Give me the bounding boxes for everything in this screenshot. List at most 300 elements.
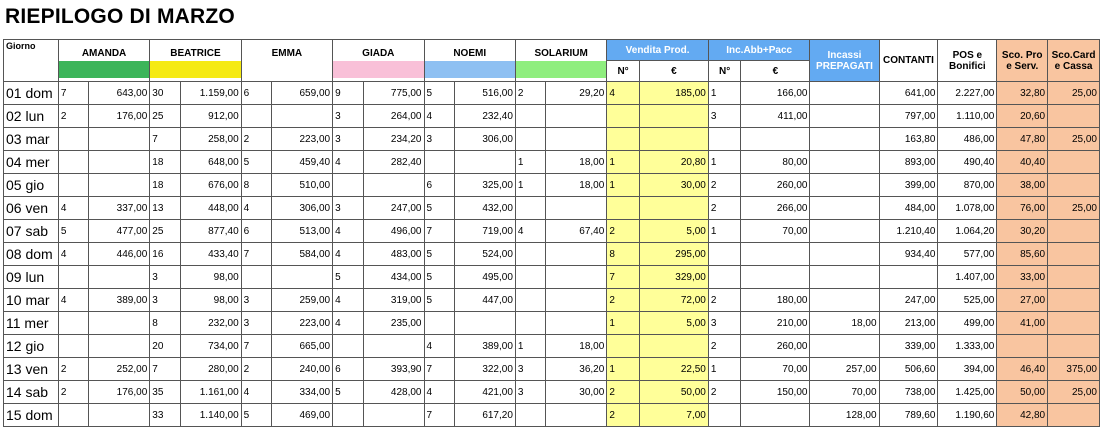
cell-giada-eur: 235,00	[363, 312, 424, 335]
cell-vendita-eur	[639, 335, 708, 358]
table-row	[4, 289, 1100, 312]
header-staff-label: EMMA	[271, 47, 303, 59]
header-staff-emma	[241, 40, 332, 82]
day-cell: 08 dom	[4, 243, 59, 266]
table-row	[4, 381, 1100, 404]
table-row	[4, 266, 1100, 289]
cell-solarium-n: 1	[515, 151, 545, 174]
header-pos-bonifici: POS e Bonifici	[938, 40, 997, 82]
cell-solarium-n: 3	[515, 381, 545, 404]
cell-noemi-n: 7	[424, 220, 454, 243]
cell-sco-pro-serv: 42,80	[997, 404, 1048, 427]
header-inc-abb-pacc: Inc.Abb+Pacc	[708, 40, 810, 61]
cell-incabb-n: 2	[708, 197, 741, 220]
cell-giada-eur: 483,00	[363, 243, 424, 266]
cell-incassi-prepagati: 18,00	[810, 312, 879, 335]
cell-sco-card-cassa	[1048, 289, 1100, 312]
cell-emma-n: 7	[241, 243, 271, 266]
cell-noemi-n: 4	[424, 105, 454, 128]
cell-amanda-n	[58, 128, 88, 151]
cell-incabb-eur	[741, 404, 810, 427]
cell-solarium-eur	[546, 312, 607, 335]
cell-beatrice-n: 33	[150, 404, 180, 427]
cell-beatrice-eur: 1.140,00	[180, 404, 241, 427]
cell-incabb-eur: 260,00	[741, 335, 810, 358]
cell-giada-n: 4	[333, 289, 363, 312]
cell-sco-pro-serv: 20,60	[997, 105, 1048, 128]
table-row	[4, 312, 1100, 335]
cell-amanda-eur: 477,00	[89, 220, 150, 243]
header-vendita-prod: Vendita Prod.	[607, 40, 709, 61]
cell-emma-n	[241, 105, 271, 128]
cell-incassi-prepagati	[810, 128, 879, 151]
cell-incabb-n	[708, 243, 741, 266]
cell-sco-card-cassa: 25,00	[1048, 128, 1100, 151]
day-cell: 09 lun	[4, 266, 59, 289]
cell-beatrice-n: 13	[150, 197, 180, 220]
cell-beatrice-n: 20	[150, 335, 180, 358]
cell-noemi-eur: 306,00	[454, 128, 515, 151]
cell-giada-eur: 496,00	[363, 220, 424, 243]
cell-solarium-n: 4	[515, 220, 545, 243]
cell-contanti: 797,00	[879, 105, 938, 128]
cell-noemi-eur: 389,00	[454, 335, 515, 358]
cell-beatrice-n: 3	[150, 266, 180, 289]
cell-amanda-eur: 176,00	[89, 381, 150, 404]
cell-beatrice-eur: 98,00	[180, 266, 241, 289]
cell-noemi-n	[424, 151, 454, 174]
cell-sco-card-cassa	[1048, 335, 1100, 358]
cell-pos-bonifici: 1.110,00	[938, 105, 997, 128]
cell-giada-eur: 393,90	[363, 358, 424, 381]
cell-giada-n	[333, 335, 363, 358]
cell-sco-pro-serv: 85,60	[997, 243, 1048, 266]
cell-vendita-eur: 30,00	[639, 174, 708, 197]
cell-beatrice-eur: 433,40	[180, 243, 241, 266]
cell-amanda-n	[58, 404, 88, 427]
cell-emma-n: 4	[241, 197, 271, 220]
cell-pos-bonifici: 394,00	[938, 358, 997, 381]
cell-solarium-eur: 30,00	[546, 381, 607, 404]
cell-solarium-eur	[546, 105, 607, 128]
cell-solarium-eur: 36,20	[546, 358, 607, 381]
cell-vendita-eur: 185,00	[639, 82, 708, 105]
cell-giada-eur: 282,40	[363, 151, 424, 174]
cell-incabb-n: 3	[708, 105, 741, 128]
cell-pos-bonifici: 1.425,00	[938, 381, 997, 404]
cell-incabb-n: 3	[708, 312, 741, 335]
cell-contanti: 506,60	[879, 358, 938, 381]
cell-noemi-eur	[454, 151, 515, 174]
day-cell: 14 sab	[4, 381, 59, 404]
header-staff-noemi	[424, 40, 515, 82]
cell-noemi-eur: 495,00	[454, 266, 515, 289]
cell-pos-bonifici: 499,00	[938, 312, 997, 335]
cell-noemi-eur: 516,00	[454, 82, 515, 105]
summary-table	[3, 39, 1100, 427]
cell-vendita-n: 2	[607, 381, 640, 404]
cell-vendita-n	[607, 105, 640, 128]
table-body	[4, 82, 1100, 427]
cell-amanda-eur	[89, 335, 150, 358]
cell-noemi-n: 5	[424, 289, 454, 312]
cell-beatrice-n: 18	[150, 174, 180, 197]
cell-contanti: 339,00	[879, 335, 938, 358]
table-row	[4, 174, 1100, 197]
cell-incabb-n: 2	[708, 289, 741, 312]
cell-giada-eur	[363, 335, 424, 358]
cell-amanda-eur	[89, 266, 150, 289]
cell-pos-bonifici: 1.190,60	[938, 404, 997, 427]
cell-sco-card-cassa: 25,00	[1048, 197, 1100, 220]
cell-beatrice-n: 7	[150, 358, 180, 381]
cell-emma-eur: 223,00	[272, 128, 333, 151]
cell-vendita-n: 1	[607, 151, 640, 174]
cell-emma-n: 3	[241, 289, 271, 312]
cell-pos-bonifici: 1.407,00	[938, 266, 997, 289]
cell-sco-pro-serv: 41,00	[997, 312, 1048, 335]
table-row	[4, 220, 1100, 243]
cell-giada-eur: 234,20	[363, 128, 424, 151]
day-cell: 07 sab	[4, 220, 59, 243]
cell-solarium-n	[515, 404, 545, 427]
cell-contanti: 893,00	[879, 151, 938, 174]
cell-amanda-eur: 446,00	[89, 243, 150, 266]
cell-emma-eur: 510,00	[272, 174, 333, 197]
cell-solarium-n: 1	[515, 174, 545, 197]
day-cell: 04 mer	[4, 151, 59, 174]
cell-incabb-eur: 180,00	[741, 289, 810, 312]
cell-amanda-n: 4	[58, 289, 88, 312]
cell-contanti: 163,80	[879, 128, 938, 151]
cell-beatrice-n: 18	[150, 151, 180, 174]
cell-incabb-eur	[741, 243, 810, 266]
cell-incassi-prepagati	[810, 243, 879, 266]
day-cell: 10 mar	[4, 289, 59, 312]
cell-giada-n: 3	[333, 197, 363, 220]
cell-sco-card-cassa	[1048, 220, 1100, 243]
cell-solarium-eur	[546, 404, 607, 427]
header-incabb-n: N°	[708, 61, 741, 82]
cell-incabb-eur: 70,00	[741, 358, 810, 381]
cell-incabb-n: 1	[708, 358, 741, 381]
cell-sco-pro-serv: 27,00	[997, 289, 1048, 312]
table-row	[4, 105, 1100, 128]
cell-incabb-n: 2	[708, 335, 741, 358]
cell-incabb-n: 1	[708, 220, 741, 243]
staff-color-bar	[59, 61, 149, 78]
cell-emma-eur	[272, 266, 333, 289]
cell-amanda-n	[58, 312, 88, 335]
cell-contanti: 789,60	[879, 404, 938, 427]
cell-solarium-eur: 29,20	[546, 82, 607, 105]
cell-pos-bonifici: 1.333,00	[938, 335, 997, 358]
cell-giada-n: 4	[333, 220, 363, 243]
cell-sco-card-cassa	[1048, 243, 1100, 266]
cell-giada-n: 3	[333, 128, 363, 151]
cell-amanda-n: 5	[58, 220, 88, 243]
cell-incassi-prepagati: 257,00	[810, 358, 879, 381]
cell-sco-pro-serv: 47,80	[997, 128, 1048, 151]
cell-noemi-n: 5	[424, 82, 454, 105]
cell-vendita-n: 4	[607, 82, 640, 105]
staff-color-bar	[516, 61, 606, 78]
cell-solarium-n	[515, 105, 545, 128]
cell-sco-pro-serv: 50,00	[997, 381, 1048, 404]
cell-sco-pro-serv: 40,40	[997, 151, 1048, 174]
cell-vendita-eur: 50,00	[639, 381, 708, 404]
cell-noemi-n: 7	[424, 358, 454, 381]
cell-amanda-eur: 176,00	[89, 105, 150, 128]
cell-vendita-eur: 20,80	[639, 151, 708, 174]
day-cell: 12 gio	[4, 335, 59, 358]
cell-amanda-n: 4	[58, 243, 88, 266]
cell-noemi-eur	[454, 312, 515, 335]
cell-beatrice-n: 30	[150, 82, 180, 105]
cell-sco-card-cassa: 25,00	[1048, 381, 1100, 404]
cell-amanda-eur: 643,00	[89, 82, 150, 105]
cell-amanda-eur: 389,00	[89, 289, 150, 312]
table-row	[4, 335, 1100, 358]
header-staff-label: BEATRICE	[170, 47, 221, 59]
cell-noemi-n: 3	[424, 128, 454, 151]
cell-emma-n: 3	[241, 312, 271, 335]
cell-giada-n: 5	[333, 381, 363, 404]
cell-solarium-eur: 18,00	[546, 335, 607, 358]
cell-noemi-eur: 719,00	[454, 220, 515, 243]
cell-noemi-n: 5	[424, 266, 454, 289]
day-cell: 13 ven	[4, 358, 59, 381]
cell-sco-card-cassa	[1048, 312, 1100, 335]
cell-amanda-eur	[89, 404, 150, 427]
day-cell: 06 ven	[4, 197, 59, 220]
cell-solarium-eur	[546, 128, 607, 151]
cell-vendita-eur: 22,50	[639, 358, 708, 381]
cell-emma-n: 2	[241, 358, 271, 381]
cell-incabb-eur: 260,00	[741, 174, 810, 197]
cell-vendita-n	[607, 335, 640, 358]
cell-giada-n: 4	[333, 151, 363, 174]
cell-solarium-eur	[546, 197, 607, 220]
cell-beatrice-eur: 1.159,00	[180, 82, 241, 105]
cell-pos-bonifici: 577,00	[938, 243, 997, 266]
cell-vendita-eur: 72,00	[639, 289, 708, 312]
cell-sco-pro-serv: 76,00	[997, 197, 1048, 220]
cell-solarium-eur	[546, 289, 607, 312]
cell-beatrice-eur: 648,00	[180, 151, 241, 174]
cell-incassi-prepagati	[810, 174, 879, 197]
cell-amanda-eur	[89, 128, 150, 151]
cell-giada-n	[333, 174, 363, 197]
cell-amanda-eur: 337,00	[89, 197, 150, 220]
cell-beatrice-n: 25	[150, 220, 180, 243]
cell-amanda-n: 2	[58, 381, 88, 404]
day-cell: 02 lun	[4, 105, 59, 128]
header-staff-solarium	[515, 40, 606, 82]
cell-emma-n: 8	[241, 174, 271, 197]
cell-incassi-prepagati	[810, 289, 879, 312]
cell-vendita-eur	[639, 128, 708, 151]
table-row	[4, 197, 1100, 220]
cell-beatrice-n: 35	[150, 381, 180, 404]
cell-emma-eur	[272, 105, 333, 128]
cell-incabb-n: 1	[708, 151, 741, 174]
cell-pos-bonifici: 1.064,20	[938, 220, 997, 243]
cell-amanda-eur	[89, 312, 150, 335]
cell-beatrice-n: 3	[150, 289, 180, 312]
cell-beatrice-eur: 912,00	[180, 105, 241, 128]
cell-solarium-eur	[546, 243, 607, 266]
cell-emma-n: 6	[241, 82, 271, 105]
cell-amanda-n	[58, 335, 88, 358]
cell-sco-pro-serv: 38,00	[997, 174, 1048, 197]
cell-giada-n: 5	[333, 266, 363, 289]
cell-amanda-eur: 252,00	[89, 358, 150, 381]
header-incabb-eur: €	[741, 61, 810, 82]
cell-sco-card-cassa: 375,00	[1048, 358, 1100, 381]
cell-contanti: 934,40	[879, 243, 938, 266]
cell-incabb-eur	[741, 266, 810, 289]
cell-beatrice-eur: 734,00	[180, 335, 241, 358]
cell-incassi-prepagati: 128,00	[810, 404, 879, 427]
cell-incabb-n: 2	[708, 174, 741, 197]
cell-beatrice-eur: 1.161,00	[180, 381, 241, 404]
cell-noemi-eur: 421,00	[454, 381, 515, 404]
cell-noemi-eur: 617,20	[454, 404, 515, 427]
cell-beatrice-n: 8	[150, 312, 180, 335]
cell-giada-eur: 428,00	[363, 381, 424, 404]
cell-vendita-n	[607, 197, 640, 220]
staff-color-bar	[333, 61, 423, 78]
cell-noemi-eur: 447,00	[454, 289, 515, 312]
cell-giada-eur: 319,00	[363, 289, 424, 312]
cell-giada-eur	[363, 404, 424, 427]
cell-incassi-prepagati	[810, 151, 879, 174]
cell-vendita-n: 1	[607, 358, 640, 381]
cell-solarium-n	[515, 128, 545, 151]
cell-beatrice-eur: 232,00	[180, 312, 241, 335]
cell-emma-eur: 459,40	[272, 151, 333, 174]
cell-noemi-n	[424, 312, 454, 335]
cell-vendita-eur: 329,00	[639, 266, 708, 289]
cell-incabb-eur: 70,00	[741, 220, 810, 243]
cell-incabb-n	[708, 128, 741, 151]
cell-solarium-n: 2	[515, 82, 545, 105]
cell-pos-bonifici: 486,00	[938, 128, 997, 151]
cell-giada-eur: 434,00	[363, 266, 424, 289]
cell-contanti: 1.210,40	[879, 220, 938, 243]
header-staff-label: AMANDA	[81, 47, 127, 59]
cell-noemi-eur: 322,00	[454, 358, 515, 381]
cell-contanti: 738,00	[879, 381, 938, 404]
cell-amanda-n	[58, 151, 88, 174]
cell-sco-card-cassa: 25,00	[1048, 82, 1100, 105]
header-staff-beatrice	[150, 40, 241, 82]
cell-vendita-n: 2	[607, 404, 640, 427]
cell-solarium-n: 3	[515, 358, 545, 381]
cell-beatrice-eur: 448,00	[180, 197, 241, 220]
cell-sco-pro-serv: 33,00	[997, 266, 1048, 289]
cell-emma-eur: 334,00	[272, 381, 333, 404]
cell-noemi-eur: 325,00	[454, 174, 515, 197]
cell-solarium-eur	[546, 266, 607, 289]
cell-sco-card-cassa	[1048, 151, 1100, 174]
cell-emma-eur: 513,00	[272, 220, 333, 243]
header-incassi-prepagati: Incassi PREPAGATI	[810, 40, 879, 82]
cell-vendita-n: 7	[607, 266, 640, 289]
cell-vendita-n: 1	[607, 174, 640, 197]
cell-vendita-eur	[639, 197, 708, 220]
cell-sco-pro-serv: 32,80	[997, 82, 1048, 105]
cell-beatrice-n: 25	[150, 105, 180, 128]
header-staff-label: SOLARIUM	[534, 47, 588, 59]
staff-color-bar	[150, 61, 240, 78]
table-row	[4, 358, 1100, 381]
cell-pos-bonifici: 1.078,00	[938, 197, 997, 220]
cell-incabb-eur: 150,00	[741, 381, 810, 404]
header-sco-pro-serv: Sco. Pro e Serv.	[997, 40, 1048, 82]
cell-amanda-n: 7	[58, 82, 88, 105]
cell-contanti	[879, 266, 938, 289]
cell-giada-n: 4	[333, 312, 363, 335]
cell-contanti: 484,00	[879, 197, 938, 220]
cell-solarium-n	[515, 289, 545, 312]
cell-sco-card-cassa	[1048, 105, 1100, 128]
cell-sco-pro-serv	[997, 335, 1048, 358]
cell-incabb-eur: 411,00	[741, 105, 810, 128]
cell-amanda-n: 4	[58, 197, 88, 220]
cell-vendita-eur: 5,00	[639, 312, 708, 335]
cell-pos-bonifici: 2.227,00	[938, 82, 997, 105]
cell-incabb-n: 1	[708, 82, 741, 105]
table-row	[4, 243, 1100, 266]
cell-noemi-eur: 524,00	[454, 243, 515, 266]
cell-beatrice-eur: 877,40	[180, 220, 241, 243]
cell-giada-n: 9	[333, 82, 363, 105]
day-cell: 15 dom	[4, 404, 59, 427]
cell-giada-eur: 247,00	[363, 197, 424, 220]
cell-giada-eur: 264,00	[363, 105, 424, 128]
cell-sco-card-cassa	[1048, 174, 1100, 197]
cell-beatrice-n: 7	[150, 128, 180, 151]
cell-vendita-eur: 7,00	[639, 404, 708, 427]
cell-incassi-prepagati	[810, 220, 879, 243]
cell-emma-n: 2	[241, 128, 271, 151]
page-title: RIEPILOGO DI MARZO	[5, 5, 235, 28]
cell-incabb-eur: 266,00	[741, 197, 810, 220]
table-row	[4, 128, 1100, 151]
cell-emma-n: 7	[241, 335, 271, 358]
day-cell: 11 mer	[4, 312, 59, 335]
header-staff-label: NOEMI	[453, 47, 487, 59]
cell-amanda-eur	[89, 174, 150, 197]
cell-sco-pro-serv: 46,40	[997, 358, 1048, 381]
table-row	[4, 151, 1100, 174]
cell-emma-eur: 665,00	[272, 335, 333, 358]
cell-solarium-n: 1	[515, 335, 545, 358]
table-row	[4, 82, 1100, 105]
header-staff-giada	[333, 40, 424, 82]
cell-incassi-prepagati	[810, 335, 879, 358]
day-cell: 05 gio	[4, 174, 59, 197]
cell-emma-n: 4	[241, 381, 271, 404]
cell-noemi-eur: 432,00	[454, 197, 515, 220]
table-row	[4, 404, 1100, 427]
cell-contanti: 247,00	[879, 289, 938, 312]
cell-noemi-n: 4	[424, 335, 454, 358]
cell-amanda-n: 2	[58, 105, 88, 128]
cell-vendita-n: 1	[607, 312, 640, 335]
